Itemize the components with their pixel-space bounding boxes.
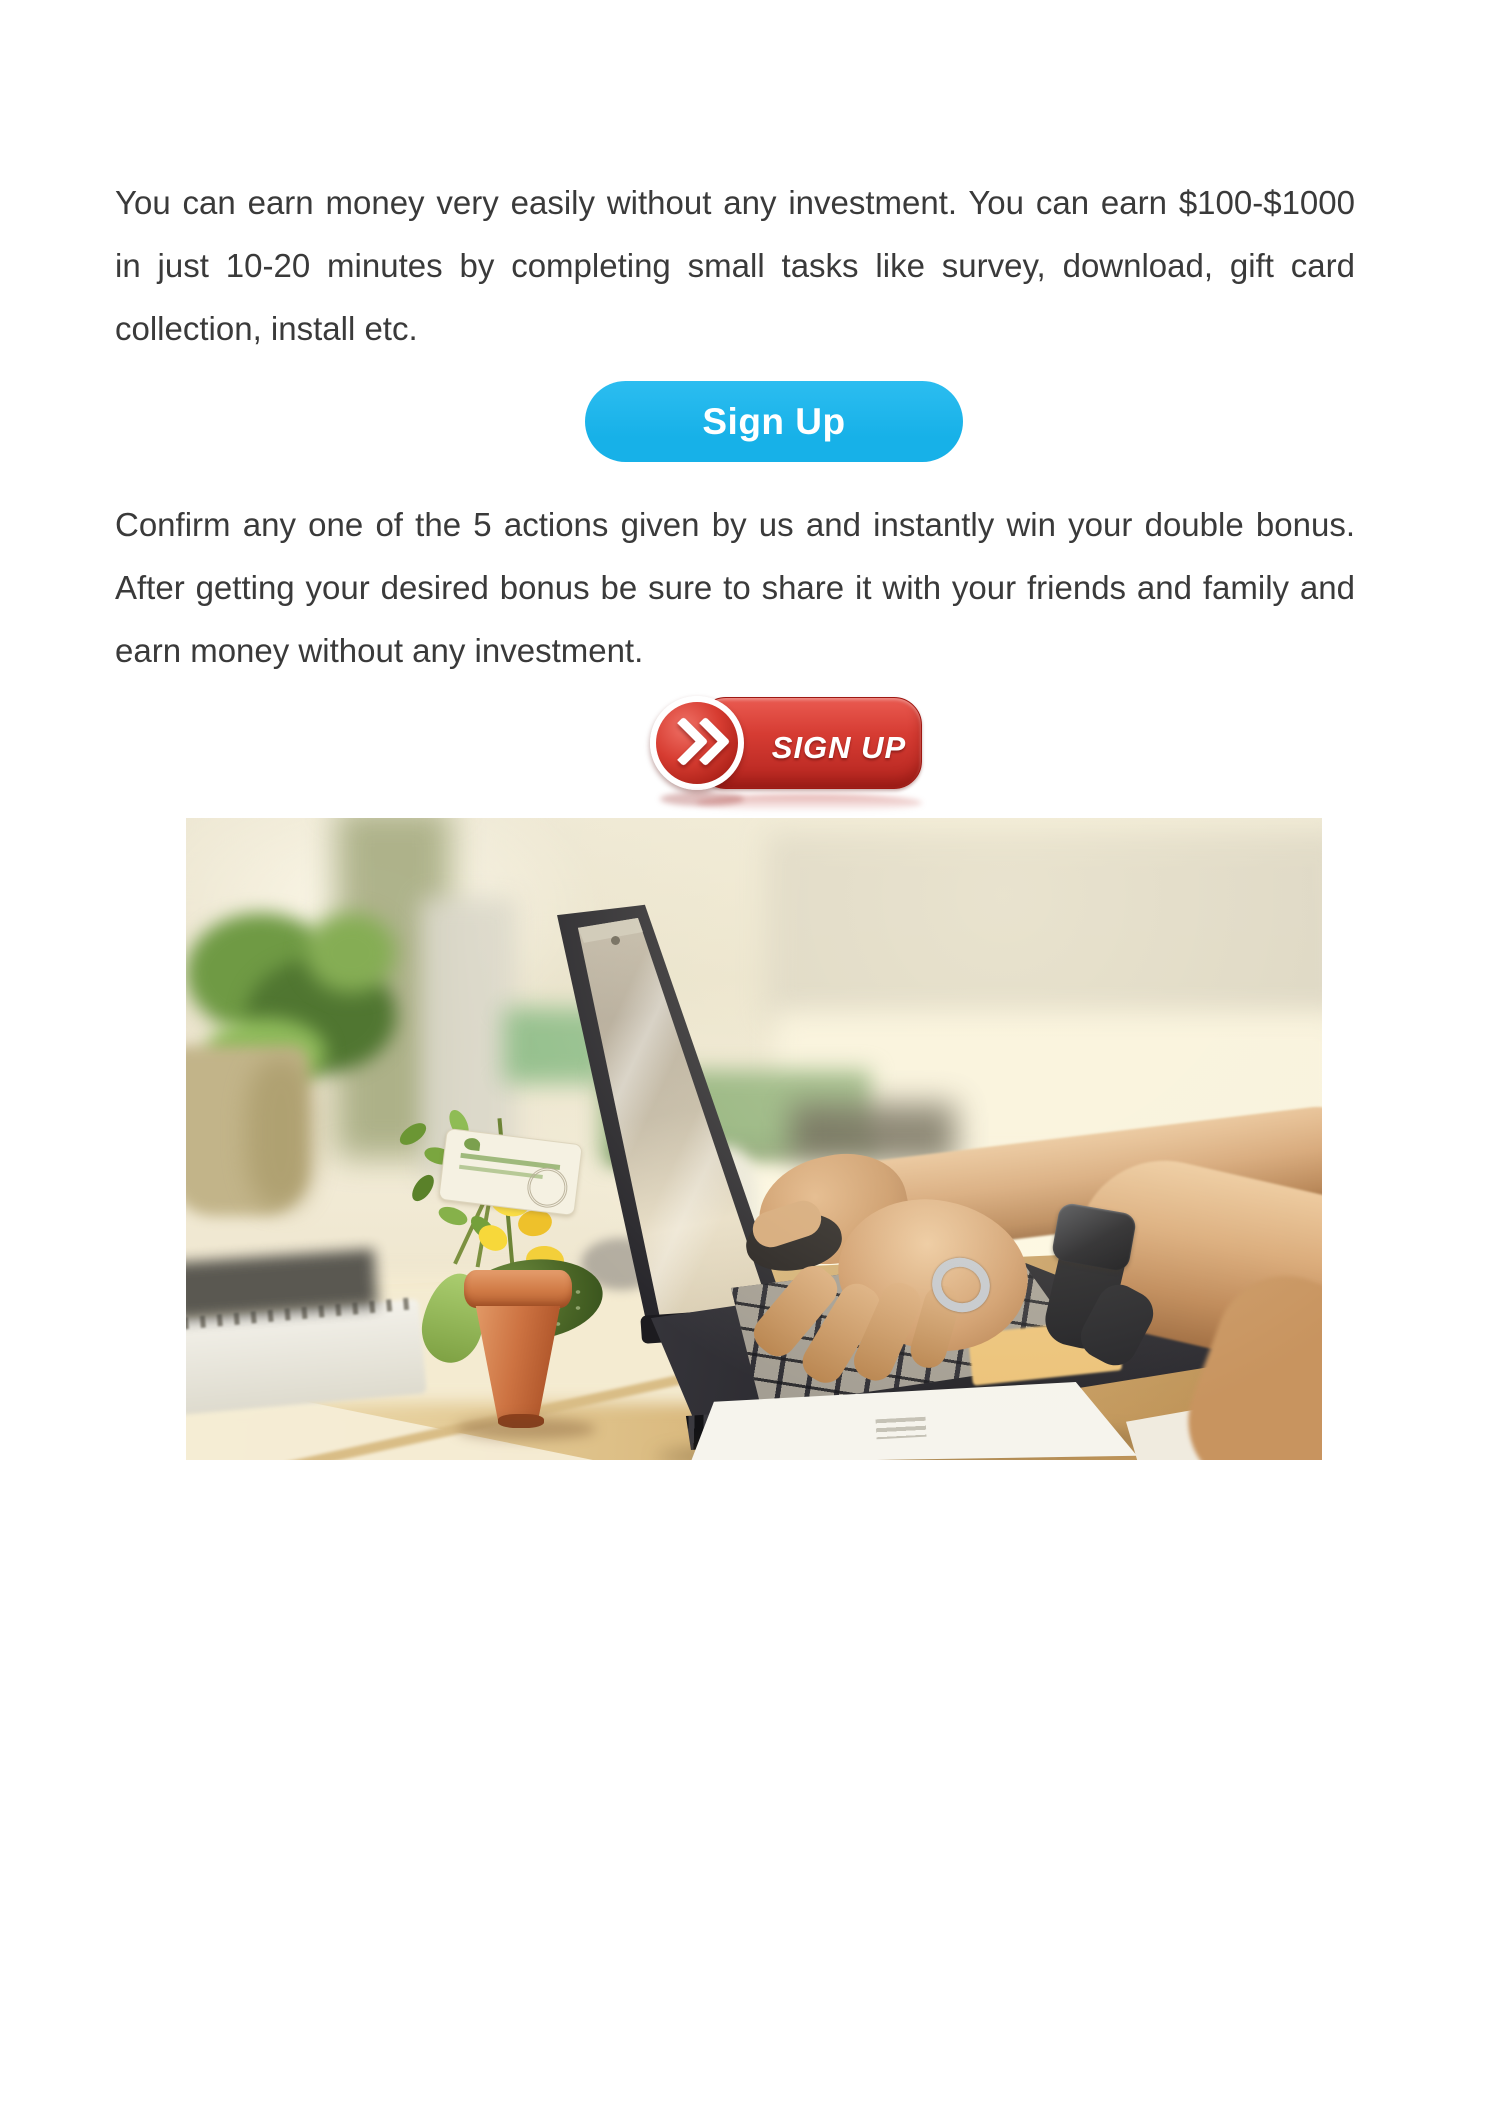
signup-button-primary[interactable] <box>585 381 963 462</box>
signup-button-secondary-label: SIGN UP <box>771 730 907 765</box>
signup-button-primary-label: Sign Up <box>702 400 846 442</box>
intro-paragraph: You can earn money very easily without any investment. You can earn $100-$1000 in just 10-20 minutes by completing small tasks like survey, download, gift card collection, install etc. <box>115 184 1355 347</box>
button-reflection <box>660 792 744 806</box>
photo-warm-light-overlay <box>186 818 1322 1460</box>
signup-button-secondary[interactable] <box>652 690 922 820</box>
workspace-photo <box>186 818 1322 1460</box>
double-chevron-right-icon <box>650 696 744 790</box>
confirm-paragraph: Confirm any one of the 5 actions given by us and instantly win your double bonus. After getting your desired bonus be sure to share it with your friends and family and earn money without any investment. <box>115 506 1355 669</box>
